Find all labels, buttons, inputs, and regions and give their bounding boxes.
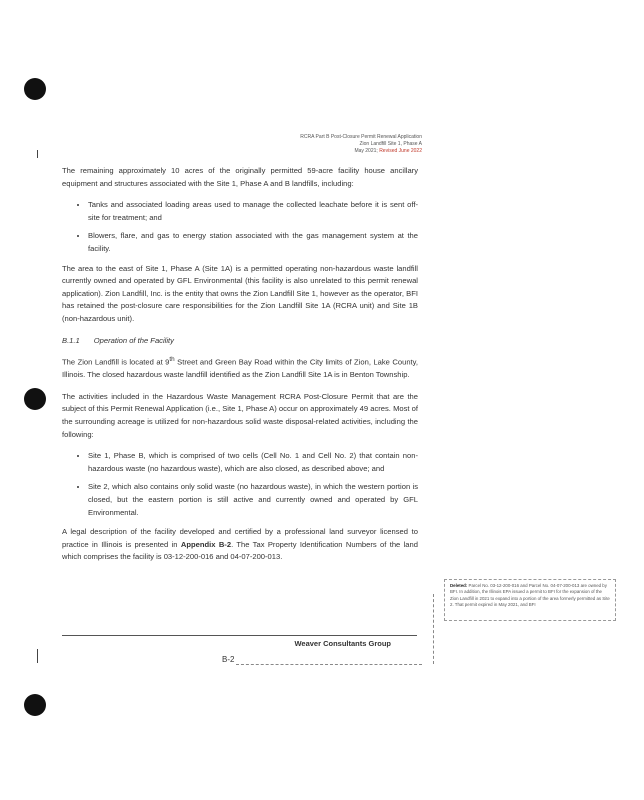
header-title: RCRA Part B Post-Closure Permit Renewal Application xyxy=(300,134,422,140)
header-date-original: May 2021 xyxy=(354,148,377,154)
legal-text-end: . The Tax Property Identification Numbers of the land which comprises the facility is 03-12-200-016 and 04-07-200-013. xyxy=(62,539,418,562)
list-item: • Site 1, Phase B, which is comprised of two cells (Cell No. 1 and Cell No. 2) that contain non-hazardous waste (no hazardous waste), which are also closed, as described above; and xyxy=(88,450,418,475)
site-1a-paragraph: The area to the east of Site 1, Phase A (Site 1A) is a permitted operating non-hazardous waste landfill currently owned and operated by GFL Environmental (this facility is also unrelated to this permit renewal application). Zion Landfill, Inc. is the entity that owns the Zion Landfill Site 1, however as the operator, BFI has retained the post-closure care responsibilities for the Zion Landfill Site 1A (RCRA unit) and Site 1B (non-hazardous unit). xyxy=(62,263,418,323)
edge-mark-top xyxy=(37,150,38,158)
ordinal-suffix: th xyxy=(169,356,175,364)
activities-paragraph: The activities included in the Hazardous Waste Management RCRA Post-Closure Permit that are the subject of this Permit Renewal Application (i.e., Site 1, Phase A) occur on approximately 49 acres. Most of the surrounding acreage is utilized for non-hazardous solid waste disposal-related activities, including the following: xyxy=(62,391,418,439)
section-number: B.1.1 xyxy=(62,335,80,345)
intro-paragraph: The remaining approximately 10 acres of the originally permitted 59-acre facility house ancillary equipment and structures associated with the Site 1, Phase A and B landfills, including: xyxy=(62,166,418,188)
comment-connector-line xyxy=(421,594,434,664)
activities-list xyxy=(62,450,418,519)
legal-description-paragraph xyxy=(62,526,418,564)
binder-hole-bottom xyxy=(24,694,46,716)
binder-hole-top xyxy=(24,78,46,100)
section-heading xyxy=(62,335,418,348)
document-body xyxy=(62,165,418,573)
header-date: May 2021; Revised June 2022 xyxy=(354,148,422,154)
list-item: • Tanks and associated loading areas used to manage the collected leachate before it is sent off-site for treatment; and xyxy=(88,199,418,224)
section-title: Operation of the Facility xyxy=(93,335,174,345)
location-text-end: Street and Green Bay Road within the City limits of Zion, Lake County, Illinois. The closed hazardous waste landfill identified as the Zion Landfill Site 1A is in Benton Township. xyxy=(62,357,418,380)
header-site: Zion Landfill Site 1, Phase A xyxy=(359,141,422,147)
ancillary-equipment-list xyxy=(62,199,418,255)
appendix-reference: Appendix B-2 xyxy=(180,539,232,549)
location-paragraph xyxy=(62,354,418,382)
deleted-comment-balloon[interactable] xyxy=(444,579,616,621)
running-header xyxy=(300,134,422,155)
location-text-start: The Zion Landfill is located at 9 xyxy=(62,357,170,367)
legal-text-start: A legal description of the facility developed and certified by a professional land surveyor licensed to practice in Illinois is presented in xyxy=(62,527,418,549)
header-date-revised: Revised June 2022 xyxy=(379,148,422,154)
binder-hole-middle xyxy=(24,388,46,410)
deleted-label: Deleted: xyxy=(450,583,468,588)
page-number-dashed-rule xyxy=(236,664,422,665)
edge-mark-bottom xyxy=(37,649,38,663)
footer-rule xyxy=(62,635,417,636)
list-item: • Site 2, which also contains only solid waste (no hazardous waste), in which the western portion is closed, but the eastern portion is still active and currently owned and operated by GFL Environmental. xyxy=(88,481,418,519)
footer-company: Weaver Consultants Group xyxy=(294,639,391,648)
list-item: • Blowers, flare, and gas to energy station associated with the gas management system at the facility. xyxy=(88,230,418,255)
deleted-text: Parcel No. 03-12-200-016 and Parcel No. 04-07-200-013 are owned by BFI. In addition, the Illinois EPA issued a permit to BFI for the expansion of the Zion Landfill in 2021 to expand into a portion of the area formerly permitted as Site 2. That permit expired in May 2021, and BFI xyxy=(450,583,610,607)
page-number: B-2 xyxy=(222,655,235,664)
